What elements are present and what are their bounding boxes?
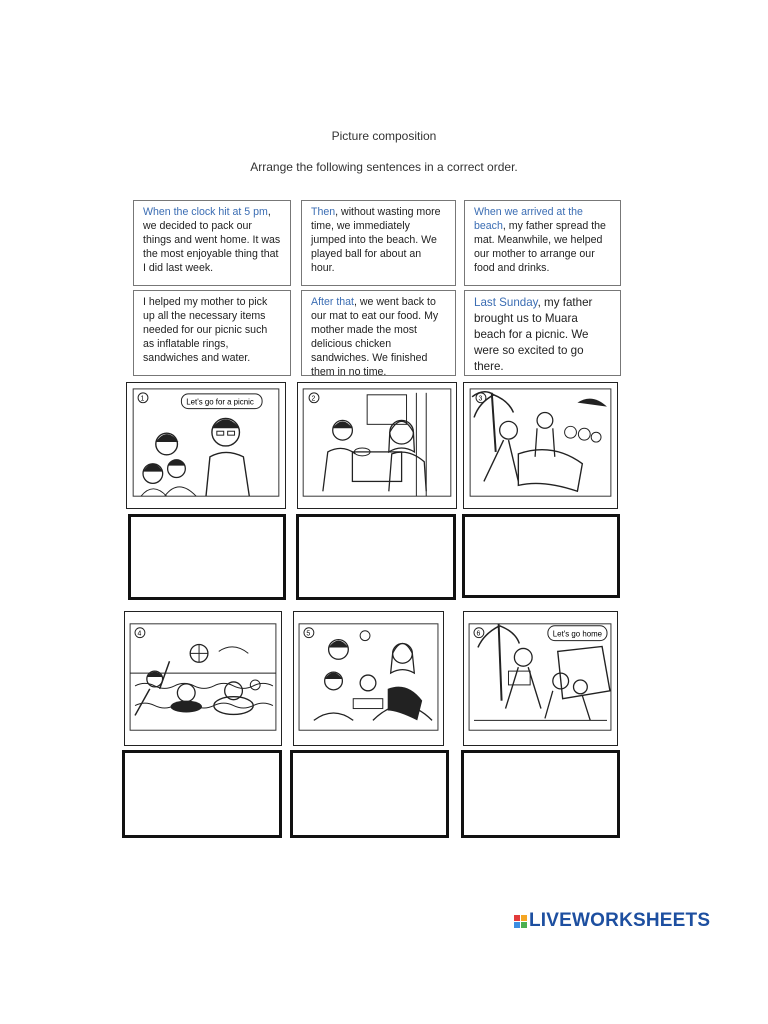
sentence-highlight: After that [311, 296, 354, 308]
answer-box-2[interactable] [296, 514, 456, 600]
picture-2-packing-food [297, 382, 457, 509]
sentence-highlight: When we arrived at the beach [474, 206, 583, 232]
sentence-highlight: When the clock hit at 5 pm [143, 206, 268, 218]
picture-number: 3 [478, 395, 483, 403]
sentence-text: , we went back to our mat to eat our food. My mother made the most delicious chicken sandwiches. We finished them in no time. [311, 296, 439, 378]
picture-number: 2 [311, 395, 316, 403]
answer-box-4[interactable] [122, 750, 282, 838]
sentence-card [301, 200, 456, 286]
speech-bubble-text: Let's go for a picnic [186, 397, 254, 407]
picture-number: 1 [140, 395, 145, 403]
sentence-text: , without wasting more time, we immediately jumped into the beach. We played ball for about an hour. [311, 206, 441, 274]
sentence-text: I helped my mother to pick up all the necessary items needed for our picnic such as inflatable rings, sandwiches and water. [143, 296, 268, 364]
sentence-text: , my father spread the mat. Meanwhile, we helped our mother to arrange our food and drinks. [474, 220, 606, 274]
sentence-text: , we decided to pack our things and went home. It was the most enjoyable thing that I did last week. [143, 206, 281, 274]
picture-3-spreading-mat [463, 382, 618, 509]
sentence-card [133, 200, 291, 286]
picture-5-eating-picnic [293, 611, 444, 746]
sentence-card [301, 290, 456, 376]
answer-box-6[interactable] [461, 750, 620, 838]
sentence-highlight: Last Sunday [474, 296, 538, 309]
sentence-card [464, 290, 621, 376]
sentence-text: , my father brought us to Muara beach for a picnic. We were so excited to go there. [474, 296, 593, 373]
page-title: Picture composition [331, 129, 437, 143]
picture-number: 6 [476, 630, 481, 638]
sentence-card [133, 290, 291, 376]
picture-number: 5 [306, 630, 311, 638]
picture-4-playing-in-sea [124, 611, 282, 746]
sentence-highlight: Then [311, 206, 336, 218]
sentence-card [464, 200, 621, 286]
answer-box-5[interactable] [290, 750, 449, 838]
logo-text: LIVEWORKSHEETS [529, 910, 711, 931]
picture-6-going-home [463, 611, 618, 746]
liveworksheets-logo [514, 910, 710, 932]
answer-box-3[interactable] [462, 514, 620, 598]
picture-1-family-planning [126, 382, 286, 509]
logo-blocks-icon [514, 915, 527, 928]
answer-box-1[interactable] [128, 514, 286, 600]
picture-number: 4 [137, 630, 142, 638]
speech-bubble-text: Let's go home [552, 629, 603, 639]
instruction-text: Arrange the following sentences in a correct order. [250, 160, 518, 174]
